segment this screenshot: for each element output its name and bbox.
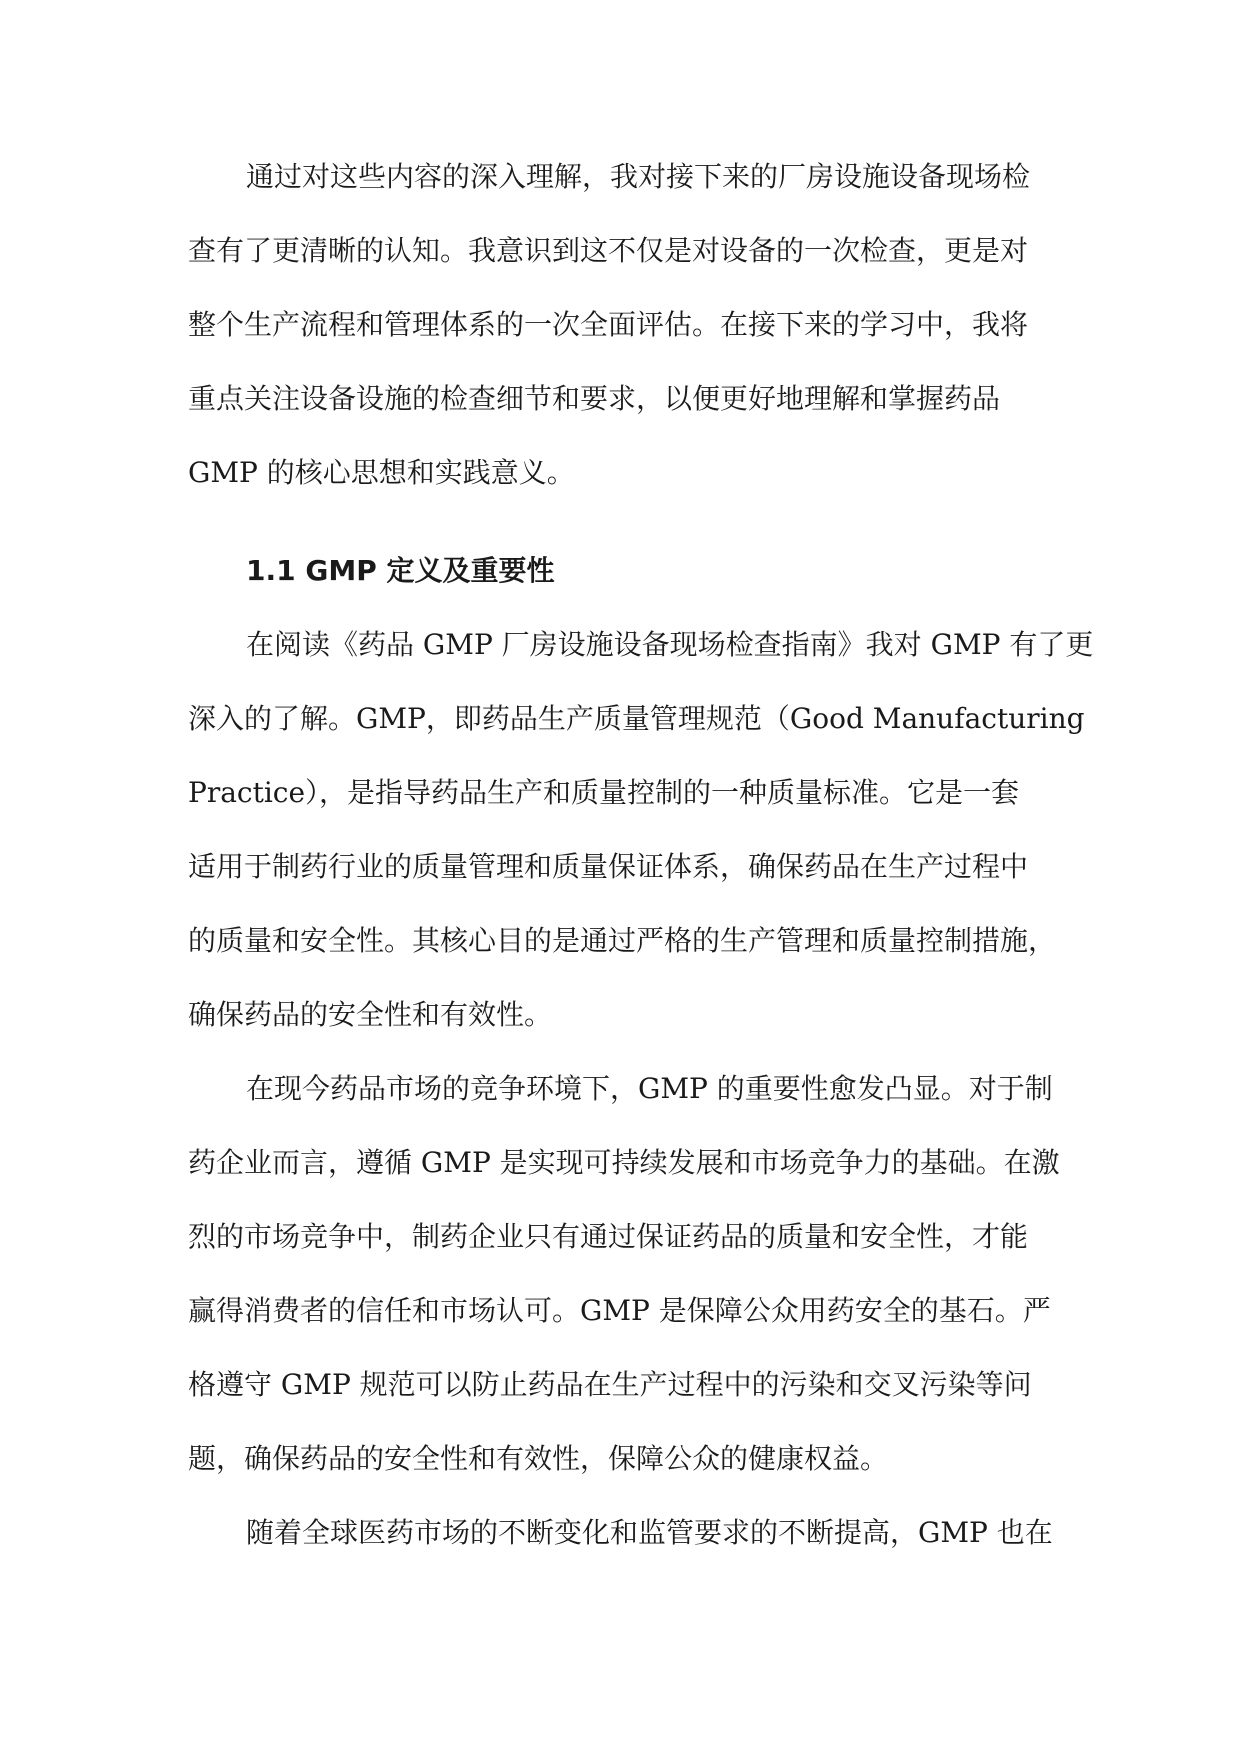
text-line: 重点关注设备设施的检查细节和要求，以便更好地理解和掌握药品 <box>188 382 1001 415</box>
paragraph-2 <box>188 608 1094 1052</box>
paragraph-1 <box>188 140 1058 510</box>
text-line: 赢得消费者的信任和市场认可。GMP 是保障公众用药安全的基石。严 <box>188 1294 1051 1327</box>
text-line: 适用于制药行业的质量管理和质量保证体系，确保药品在生产过程中 <box>188 850 1029 883</box>
text-line: 深入的了解。GMP，即药品生产质量管理规范（Good Manufacturing <box>188 702 1085 735</box>
text-line: 确保药品的安全性和有效性。 <box>188 998 553 1031</box>
section-heading: 1.1 GMP 定义及重要性 <box>246 554 555 587</box>
paragraph-3 <box>188 1052 1058 1496</box>
text-line: 药企业而言，遵循 GMP 是实现可持续发展和市场竞争力的基础。在激 <box>188 1146 1060 1179</box>
text-line: 的质量和安全性。其核心目的是通过严格的生产管理和质量控制措施， <box>188 924 1057 957</box>
text-line: Practice），是指导药品生产和质量控制的一种质量标准。它是一套 <box>188 776 1020 809</box>
text-line: 整个生产流程和管理体系的一次全面评估。在接下来的学习中，我将 <box>188 308 1029 341</box>
text-line: 查有了更清晰的认知。我意识到这不仅是对设备的一次检查，更是对 <box>188 234 1029 267</box>
text-line: 在现今药品市场的竞争环境下，GMP 的重要性愈发凸显。对于制 <box>246 1072 1053 1105</box>
spacer <box>188 510 1058 534</box>
text-line: 烈的市场竞争中，制药企业只有通过保证药品的质量和安全性，才能 <box>188 1220 1029 1253</box>
document-page <box>188 140 1094 1570</box>
text-line: 题，确保药品的安全性和有效性，保障公众的健康权益。 <box>188 1442 889 1475</box>
text-line: 随着全球医药市场的不断变化和监管要求的不断提高，GMP 也在 <box>246 1516 1053 1549</box>
text-line: 通过对这些内容的深入理解，我对接下来的厂房设施设备现场检 <box>246 160 1031 193</box>
text-line: 在阅读《药品 GMP 厂房设施设备现场检查指南》我对 GMP 有了更 <box>246 628 1094 661</box>
paragraph-4 <box>188 1496 1058 1570</box>
text-line: 格遵守 GMP 规范可以防止药品在生产过程中的污染和交叉污染等问 <box>188 1368 1032 1401</box>
text-line: GMP 的核心思想和实践意义。 <box>188 456 575 489</box>
